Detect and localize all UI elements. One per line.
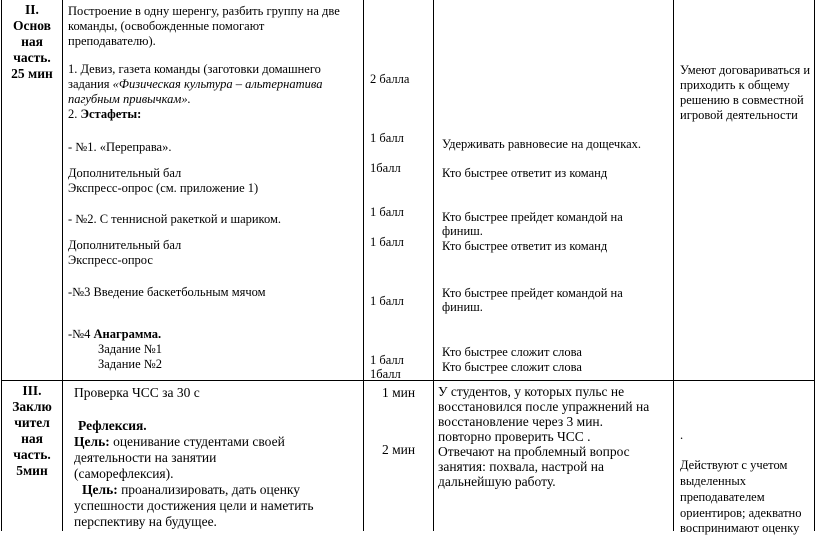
s2-relay-4 <box>68 327 161 342</box>
s2-criterion: Кто быстрее прейдет командой на <box>442 286 623 300</box>
table-border-left <box>1 0 2 531</box>
s3-time: 1 мин <box>382 385 416 400</box>
s3-goal-1-label: Цель: <box>74 434 114 449</box>
section-3-label-line: часть. <box>13 447 51 462</box>
s2-score: 1 балл <box>370 235 404 249</box>
s2-criterion: Кто быстрее прейдет командой на <box>442 210 623 224</box>
s3-goal-1-text: оценивание студентами своей <box>113 434 285 449</box>
row-divider <box>1 380 815 381</box>
s2-formation-line: Построение в одну шеренгу, разбить группу на две <box>68 4 340 18</box>
s3-result-line: преподавателем <box>680 490 765 504</box>
s2-relays-heading <box>68 107 141 122</box>
s2-result-line: игровой деятельности <box>680 108 798 122</box>
s2-motto-line <box>68 77 322 92</box>
s2-score: 1 балл <box>370 294 404 308</box>
s3-criterion-line: восстановился после упражнений на <box>438 399 650 414</box>
s3-goal-2-line: перспективу на будущее. <box>74 514 217 529</box>
s3-criterion-line: занятия: похвала, настрой на <box>438 459 604 474</box>
s2-extra-point-2: Дополнительный бал <box>68 238 182 252</box>
s3-result-line: Действуют с учетом <box>680 458 788 472</box>
s2-task-1: Задание №1 <box>98 342 162 356</box>
s3-goal-1-line: (саморефлексия). <box>74 466 174 481</box>
column-divider-4 <box>673 0 674 531</box>
s2-quiz-1: Экспресс-опрос (см. приложение 1) <box>68 181 259 195</box>
s2-criterion: Кто быстрее сложит слова <box>442 345 582 359</box>
s3-goal-2-label: Цель: <box>82 482 118 497</box>
s3-result-line: воспринимают оценку <box>680 521 800 535</box>
s3-criterion-line: повторно проверить ЧСС . <box>438 429 591 444</box>
s3-reflection-title: Рефлексия. <box>78 418 147 433</box>
column-divider-1 <box>62 0 63 531</box>
section-3-label-line: чител <box>14 415 50 430</box>
s2-relays-number: 2. <box>68 107 81 121</box>
s2-relay-3: -№3 Введение баскетбольным мячом <box>68 285 266 299</box>
s2-criterion: Кто быстрее сложит слова <box>442 360 582 374</box>
s2-criterion: Удерживать равновесие на дощечках. <box>442 137 641 151</box>
s2-relay-2: - №2. С теннисной ракеткой и шариком. <box>68 212 282 226</box>
column-divider-2 <box>363 0 364 531</box>
section-3-label-line: Заклю <box>12 399 52 414</box>
s3-criterion-line: У студентов, у которых пульс не <box>438 384 625 399</box>
s3-criterion-line: восстановление через 3 мин. <box>438 414 604 429</box>
s2-criterion: финиш. <box>442 224 483 238</box>
s3-goal-2-text: проанализировать, дать оценку <box>117 482 301 497</box>
s3-result-dot: . <box>680 428 684 442</box>
s3-result-line: выделенных <box>680 474 747 488</box>
section-3-label-line: ная <box>21 431 43 446</box>
s2-relays-title: Эстафеты: <box>80 107 142 121</box>
s3-goal-2 <box>82 482 300 498</box>
section-2-label-line: 25 мин <box>11 66 53 81</box>
column-divider-3 <box>433 0 434 531</box>
section-3-label-line: 5мин <box>16 463 48 478</box>
s2-score: 2 балла <box>370 72 410 86</box>
s2-formation-line: преподавателю). <box>68 34 156 48</box>
s2-criterion: Кто быстрее ответит из команд <box>442 239 608 253</box>
s3-heart-rate-check: Проверка ЧСС за 30 с <box>74 385 200 400</box>
s2-score: 1 балл <box>370 205 404 219</box>
s2-relay-1: - №1. «Переправа». <box>68 140 172 154</box>
s3-criterion-line: Отвечают на проблемный вопрос <box>438 444 630 459</box>
s3-time: 2 мин <box>382 442 416 457</box>
s3-goal-1-line: деятельности на занятии <box>74 450 217 465</box>
s2-score: 1балл <box>370 367 401 381</box>
s3-goal-1 <box>74 434 285 450</box>
s2-relay-4-number: -№4 <box>68 327 94 341</box>
section-2-label-line: Основ <box>13 18 51 33</box>
s3-criterion-line: дальнейшую работу. <box>438 474 556 489</box>
s2-motto-theme-end: пагубным привычкам». <box>68 92 191 106</box>
s2-motto-line: 1. Девиз, газета команды (заготовки домашнего <box>68 62 321 76</box>
s2-quiz-2: Экспресс-опрос <box>68 253 153 267</box>
s2-motto-theme: «Физическая культура – альтернатива <box>112 77 323 91</box>
s3-result-line: ориентиров; адекватно <box>680 506 802 520</box>
section-3-label-line: III. <box>22 383 42 398</box>
section-3-label <box>4 383 60 479</box>
s2-score: 1 балл <box>370 131 404 145</box>
s2-result-line: Умеют договариваться и <box>680 63 811 77</box>
s2-result-line: решению в совместной <box>680 93 804 107</box>
section-2-label <box>4 2 60 82</box>
s2-criterion: Кто быстрее ответит из команд <box>442 166 608 180</box>
section-2-label-line: II. <box>25 2 39 17</box>
s2-score: 1балл <box>370 161 401 175</box>
s2-score: 1 балл <box>370 353 404 367</box>
table-border-right <box>814 0 815 531</box>
s2-result-line: приходить к общему <box>680 78 790 92</box>
s2-task-2: Задание №2 <box>98 357 162 371</box>
s2-motto-prefix: задания <box>68 77 113 91</box>
s2-relay-4-title: Анаграмма. <box>93 327 162 341</box>
s2-extra-point-1: Дополнительный бал <box>68 166 182 180</box>
s3-goal-2-line: успешности достижения цели и наметить <box>74 498 314 513</box>
s2-formation-line: команды, (освобожденные помогают <box>68 19 265 33</box>
section-2-label-line: часть. <box>13 50 51 65</box>
section-2-label-line: ная <box>21 34 43 49</box>
s2-criterion: финиш. <box>442 300 483 314</box>
